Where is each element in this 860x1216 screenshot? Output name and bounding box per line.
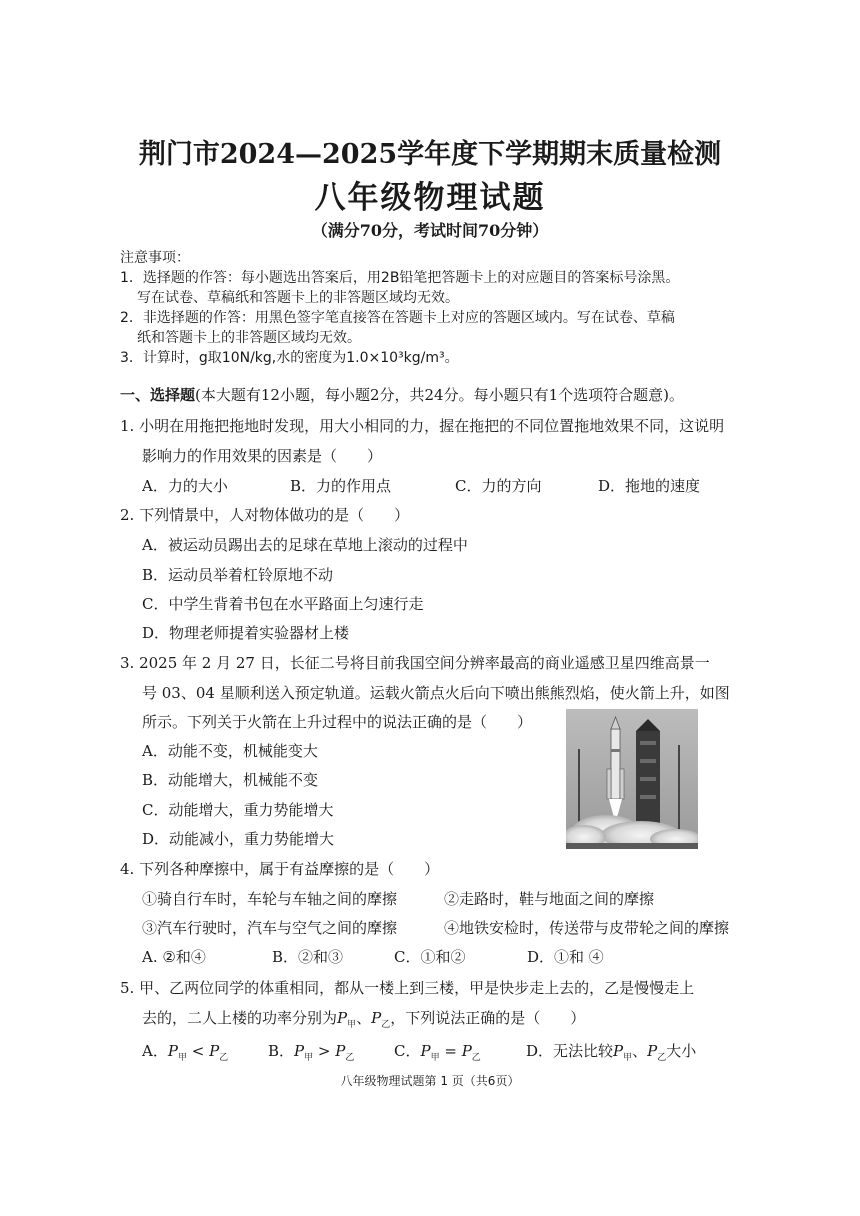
- q3-option-b: B．动能增大，机械能不变: [142, 771, 319, 789]
- note-1a: 1．选择题的作答：每小题选出答案后，用2B铅笔把答题卡上的对应题目的答案标号涂黑。: [120, 270, 680, 286]
- q2-option-c: C．中学生背着书包在水平路面上匀速行走: [142, 595, 424, 613]
- q5-option-c: C．$P_甲 = P_乙$: [394, 1042, 481, 1063]
- section-desc: (本大题有12小题，每小题2分，共24分。每小题只有1个选项符合题意)。: [195, 386, 684, 404]
- rocket-launch-image: [566, 709, 698, 849]
- q5-option-d: D．无法比较$P_甲$、$P_乙$大小: [526, 1042, 697, 1063]
- q2-option-a: A．被运动员踢出去的足球在草地上滚动的过程中: [142, 536, 468, 554]
- q5-stem-a: 5. 甲、乙两位同学的体重相同，都从一楼上到三楼，甲是快步走上去的，乙是慢慢走上: [120, 979, 695, 997]
- q4-item-2: ②走路时，鞋与地面之间的摩擦: [444, 890, 655, 908]
- q4-option-d: D．①和 ④: [527, 948, 604, 966]
- q3-stem-a: 3. 2025 年 2 月 27 日，长征二号将目前我国空间分辨率最高的商业遥感卫星四维高景一: [120, 654, 710, 672]
- section-label: 一、选择题: [120, 386, 196, 404]
- q3-stem-c: 所示。下列关于火箭在上升过程中的说法正确的是（ ）: [142, 713, 533, 731]
- q5-option-b: B．$P_甲 > P_乙$: [268, 1042, 355, 1063]
- q1-option-d: D．拖地的速度: [598, 477, 701, 495]
- exam-subtitle: （满分70分，考试时间70分钟）: [311, 221, 549, 240]
- q3-stem-b: 号 03、04 星顺利送入预定轨道。运载火箭点火后向下喷出熊熊烈焰，使火箭上升，如图: [142, 684, 730, 702]
- notes-block: [120, 248, 760, 368]
- q2-option-b: B．运动员举着杠铃原地不动: [142, 566, 334, 584]
- q4-item-4: ④地铁安检时，传送带与皮带轮之间的摩擦: [444, 919, 730, 937]
- q4-item-1: ①骑自行车时，车轮与车轴之间的摩擦: [142, 890, 398, 908]
- q4-option-b: B．②和③: [272, 948, 344, 966]
- q2-stem: 2. 下列情景中，人对物体做功的是（ ）: [120, 506, 410, 524]
- q4-option-c: C．①和②: [394, 948, 466, 966]
- note-1b: 写在试卷、草稿纸和答题卡上的非答题区域均无效。: [137, 290, 459, 306]
- q1-option-a: A．力的大小: [142, 477, 228, 495]
- section-heading: [120, 384, 684, 405]
- exam-title: 荆门市2024—2025学年度下学期期末质量检测: [138, 139, 722, 170]
- q1-stem-b: 影响力的作用效果的因素是（ ）: [142, 447, 383, 465]
- note-2a: 2．非选择题的作答：用黑色签字笔直接答在答题卡上对应的答题区域内。写在试卷、草稿: [120, 310, 675, 326]
- subject-title: 八年级物理试题: [314, 180, 546, 216]
- q4-stem: 4. 下列各种摩擦中，属于有益摩擦的是（ ）: [120, 860, 440, 878]
- note-3: 3．计算时，g取10N/kg,水的密度为1.0×10³kg/m³。: [120, 350, 459, 366]
- q5-option-a: A．$P_甲 < P_乙$: [142, 1042, 229, 1063]
- q1-stem-a: 1. 小明在用拖把拖地时发现，用大小相同的力，握在拖把的不同位置拖地效果不同，这说明: [120, 417, 725, 435]
- q3-option-d: D．动能减小，重力势能增大: [142, 830, 335, 848]
- q1-option-c: C．力的方向: [455, 477, 542, 495]
- q4-option-a: A. ②和④: [142, 948, 206, 966]
- notes-heading: 注意事项：: [120, 250, 190, 266]
- q4-item-3: ③汽车行驶时，汽车与空气之间的摩擦: [142, 919, 398, 937]
- page-footer: 八年级物理试题第 1 页（共6页）: [340, 1074, 520, 1088]
- q5-stem-b: 去的，二人上楼的功率分别为$P_甲$、$P_乙$，下列说法正确的是（ ）: [142, 1009, 586, 1030]
- note-2b: 纸和答题卡上的非答题区域均无效。: [137, 330, 361, 346]
- q3-option-c: C．动能增大，重力势能增大: [142, 801, 334, 819]
- q2-option-d: D．物理老师提着实验器材上楼: [142, 624, 350, 642]
- q1-option-b: B．力的作用点: [290, 477, 392, 495]
- q3-option-a: A．动能不变，机械能变大: [142, 742, 318, 760]
